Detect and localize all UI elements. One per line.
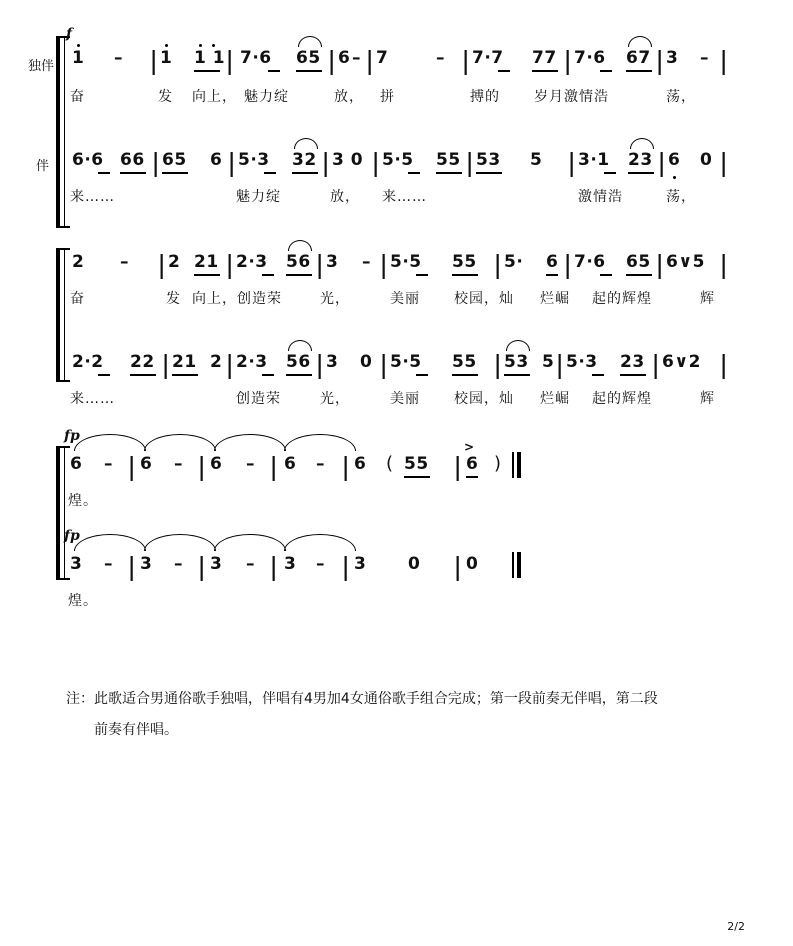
barline: | bbox=[226, 249, 234, 279]
underline bbox=[286, 274, 312, 276]
dash: – bbox=[174, 454, 183, 474]
note: 3 bbox=[140, 554, 153, 574]
barline: | bbox=[128, 451, 136, 481]
barline: | bbox=[198, 451, 206, 481]
lyric: 烂崛 bbox=[540, 291, 570, 307]
dash: – bbox=[246, 554, 255, 574]
note: 6∨5 bbox=[666, 252, 705, 272]
tie-arc bbox=[214, 434, 286, 451]
note: 3 bbox=[326, 252, 339, 272]
note-line-1: 注：此歌适合男通俗歌手独唱，伴唱有4男加4女通俗歌手组合完成；第一段前奏无伴唱，第二段 bbox=[66, 691, 658, 707]
lyric: 来…… bbox=[70, 391, 115, 407]
barline: | bbox=[462, 45, 470, 75]
lyric: 辉 bbox=[700, 291, 715, 307]
dash: – bbox=[352, 48, 361, 68]
note: 1 1 bbox=[194, 48, 226, 68]
barline: | bbox=[494, 249, 502, 279]
lyric: 校园，灿 bbox=[454, 391, 514, 407]
underline bbox=[292, 172, 318, 174]
lyric: 美丽 bbox=[390, 291, 420, 307]
system-bracket bbox=[56, 36, 70, 228]
note: 2 bbox=[210, 352, 223, 372]
dynamic-mark: fp bbox=[64, 428, 80, 444]
note: 67 bbox=[626, 48, 651, 68]
note: 7·6 bbox=[574, 48, 606, 68]
note: 0 bbox=[408, 554, 421, 574]
note: 55 bbox=[452, 352, 477, 372]
underline bbox=[436, 172, 462, 174]
underline bbox=[404, 476, 430, 478]
barline: | bbox=[380, 249, 388, 279]
lyric: 魅力绽 bbox=[244, 89, 289, 105]
barline: | bbox=[454, 451, 462, 481]
note: 6 bbox=[466, 454, 479, 474]
note: 2·2 bbox=[72, 352, 104, 372]
barline: | bbox=[564, 249, 572, 279]
dash: – bbox=[316, 454, 325, 474]
underline bbox=[604, 172, 616, 174]
note: 77 bbox=[532, 48, 557, 68]
lyric: 烂崛 bbox=[540, 391, 570, 407]
note: 3 bbox=[210, 554, 223, 574]
barline: | bbox=[128, 551, 136, 581]
barline: | bbox=[380, 349, 388, 379]
barline: | bbox=[342, 551, 350, 581]
note: 5 bbox=[530, 150, 543, 170]
barline: | bbox=[494, 349, 502, 379]
note: 65 bbox=[162, 150, 187, 170]
tie-arc bbox=[284, 434, 356, 451]
tie-arc bbox=[294, 138, 318, 149]
lyric: 光， bbox=[320, 291, 350, 307]
lyric: 煌。 bbox=[68, 593, 98, 609]
note: 0 bbox=[360, 352, 373, 372]
barline: | bbox=[720, 147, 728, 177]
barline: | bbox=[466, 147, 474, 177]
lyric: 光， bbox=[320, 391, 350, 407]
tie-arc bbox=[288, 240, 312, 251]
note: 55 bbox=[436, 150, 461, 170]
note: 3 bbox=[666, 48, 679, 68]
underline bbox=[532, 70, 558, 72]
note: 6 bbox=[70, 454, 83, 474]
note: 6∨2 bbox=[662, 352, 701, 372]
octave-dot bbox=[199, 44, 202, 47]
note: 23 bbox=[620, 352, 645, 372]
note: 53 bbox=[504, 352, 529, 372]
dash: – bbox=[104, 454, 113, 474]
system-bracket bbox=[56, 248, 70, 382]
underline bbox=[600, 274, 612, 276]
underline bbox=[628, 172, 654, 174]
barline: | bbox=[198, 551, 206, 581]
underline bbox=[416, 274, 428, 276]
underline bbox=[262, 274, 274, 276]
barline: | bbox=[228, 147, 236, 177]
note: 55 bbox=[404, 454, 429, 474]
lyric: 创造荣 bbox=[236, 391, 281, 407]
barline: | bbox=[150, 45, 158, 75]
barline: | bbox=[366, 45, 374, 75]
note: 22 bbox=[130, 352, 155, 372]
final-barline-thin bbox=[512, 452, 514, 478]
performance-note bbox=[66, 684, 746, 746]
note: 55 bbox=[452, 252, 477, 272]
barline: | bbox=[328, 45, 336, 75]
note: 23 bbox=[628, 150, 653, 170]
note: 1 bbox=[72, 48, 85, 68]
note: 5· bbox=[504, 252, 524, 272]
note-line-2: 前奏有伴唱。 bbox=[94, 722, 178, 738]
barline: | bbox=[316, 249, 324, 279]
underline bbox=[262, 374, 274, 376]
note: 6 bbox=[284, 454, 297, 474]
note: 65 bbox=[296, 48, 321, 68]
barline: | bbox=[270, 451, 278, 481]
dash: – bbox=[120, 252, 129, 272]
barline: | bbox=[652, 349, 660, 379]
octave-dot bbox=[212, 44, 215, 47]
tie-arc bbox=[214, 534, 286, 551]
lyric: 校园，灿 bbox=[454, 291, 514, 307]
octave-dot bbox=[77, 44, 80, 47]
final-barline-thick bbox=[517, 552, 521, 578]
paren-close: ) bbox=[494, 453, 502, 474]
barline: | bbox=[564, 45, 572, 75]
page-number: 2/2 bbox=[727, 920, 745, 933]
dynamic-mark: f bbox=[66, 26, 73, 42]
part-label-chorus: 伴 bbox=[36, 159, 50, 174]
lyric: 起的辉煌 bbox=[592, 391, 652, 407]
underline bbox=[546, 274, 558, 276]
note: 5·5 bbox=[390, 252, 422, 272]
note: 56 bbox=[286, 352, 311, 372]
paren-open: ( bbox=[386, 453, 394, 474]
lyric: 魅力绽 bbox=[236, 189, 281, 205]
tie-arc bbox=[298, 36, 322, 47]
note: 2 bbox=[72, 252, 85, 272]
lyric: 发 bbox=[158, 89, 173, 105]
tie-arc bbox=[288, 340, 312, 351]
note: 6 bbox=[668, 150, 681, 170]
note: 5·5 bbox=[382, 150, 414, 170]
lyric: 辉 bbox=[700, 391, 715, 407]
note: 2 bbox=[168, 252, 181, 272]
lyric: 发 bbox=[166, 291, 181, 307]
barline: | bbox=[158, 249, 166, 279]
octave-dot bbox=[165, 44, 168, 47]
barline: | bbox=[226, 349, 234, 379]
tie-arc bbox=[506, 340, 530, 351]
barline: | bbox=[342, 451, 350, 481]
note: 3 bbox=[354, 554, 367, 574]
lyric: 岁月激情浩 bbox=[534, 89, 609, 105]
underline bbox=[416, 374, 428, 376]
barline: | bbox=[322, 147, 330, 177]
barline: | bbox=[720, 249, 728, 279]
underline bbox=[452, 274, 478, 276]
underline bbox=[600, 70, 612, 72]
underline bbox=[592, 374, 604, 376]
dash: – bbox=[316, 554, 325, 574]
dash: – bbox=[104, 554, 113, 574]
note: 7·7 bbox=[472, 48, 504, 68]
note: 5 bbox=[542, 352, 555, 372]
lyric: 奋 bbox=[70, 89, 85, 105]
underline bbox=[172, 374, 198, 376]
underline bbox=[626, 274, 652, 276]
note: 6 bbox=[140, 454, 153, 474]
note: 3 bbox=[326, 352, 339, 372]
note: 7·6 bbox=[240, 48, 272, 68]
underline bbox=[296, 70, 322, 72]
barline: | bbox=[656, 45, 664, 75]
barline: | bbox=[270, 551, 278, 581]
note: 21 bbox=[172, 352, 197, 372]
lyric: 向上，创造荣 bbox=[192, 291, 282, 307]
underline bbox=[162, 172, 188, 174]
note: 0 bbox=[466, 554, 479, 574]
underline bbox=[408, 172, 420, 174]
note: 6 bbox=[546, 252, 559, 272]
underline bbox=[120, 172, 146, 174]
system-bracket bbox=[56, 446, 70, 580]
accent-mark: > bbox=[464, 440, 475, 454]
barline: | bbox=[316, 349, 324, 379]
barline: | bbox=[720, 349, 728, 379]
part-label-solo: 独伴 bbox=[28, 59, 55, 74]
underline bbox=[466, 476, 478, 478]
final-barline-thick bbox=[517, 452, 521, 478]
underline bbox=[130, 374, 156, 376]
underline bbox=[194, 274, 220, 276]
lyric: 起的辉煌 bbox=[592, 291, 652, 307]
note: 7·6 bbox=[574, 252, 606, 272]
lyric: 搏的 bbox=[470, 89, 500, 105]
note: 5·3 bbox=[238, 150, 270, 170]
lyric: 美丽 bbox=[390, 391, 420, 407]
note: 2·3 bbox=[236, 352, 268, 372]
lyric: 荡， bbox=[666, 89, 696, 105]
dash: – bbox=[246, 454, 255, 474]
lyric: 煌。 bbox=[68, 493, 98, 509]
note: 6 bbox=[210, 150, 223, 170]
dash: – bbox=[114, 48, 123, 68]
barline: | bbox=[556, 349, 564, 379]
barline: | bbox=[226, 45, 234, 75]
lyric: 放， bbox=[330, 189, 360, 205]
note: 0 bbox=[700, 150, 713, 170]
dynamic-mark: fp bbox=[64, 528, 80, 544]
lyric: 拼 bbox=[380, 89, 395, 105]
underline bbox=[620, 374, 646, 376]
note: 65 bbox=[626, 252, 651, 272]
note: 66 bbox=[120, 150, 145, 170]
octave-dot-below bbox=[673, 176, 676, 179]
barline: | bbox=[162, 349, 170, 379]
dash: – bbox=[436, 48, 445, 68]
barline: | bbox=[720, 45, 728, 75]
underline bbox=[476, 172, 502, 174]
underline bbox=[626, 70, 652, 72]
note: 32 bbox=[292, 150, 317, 170]
underline bbox=[452, 374, 478, 376]
underline bbox=[98, 172, 110, 174]
note: 21 bbox=[194, 252, 219, 272]
tie-arc bbox=[144, 534, 216, 551]
underline bbox=[286, 374, 312, 376]
note: 7 bbox=[376, 48, 389, 68]
note: 1 bbox=[160, 48, 173, 68]
underline bbox=[498, 70, 510, 72]
underline bbox=[194, 70, 220, 72]
tie-arc bbox=[628, 36, 652, 47]
note: 3·1 bbox=[578, 150, 610, 170]
underline bbox=[264, 172, 276, 174]
tie-arc bbox=[144, 434, 216, 451]
note: 6 bbox=[338, 48, 351, 68]
note: 56 bbox=[286, 252, 311, 272]
lyric: 向上， bbox=[192, 89, 237, 105]
barline: | bbox=[152, 147, 160, 177]
barline: | bbox=[656, 249, 664, 279]
note: 5·3 bbox=[566, 352, 598, 372]
lyric: 来…… bbox=[70, 189, 115, 205]
lyric: 激情浩 bbox=[578, 189, 623, 205]
note: 3 0 bbox=[332, 150, 364, 170]
note: 53 bbox=[476, 150, 501, 170]
note: 6 bbox=[210, 454, 223, 474]
barline: | bbox=[658, 147, 666, 177]
tie-arc bbox=[284, 534, 356, 551]
lyric: 放， bbox=[334, 89, 364, 105]
final-barline-thin bbox=[512, 552, 514, 578]
lyric: 来…… bbox=[382, 189, 427, 205]
note: 3 bbox=[284, 554, 297, 574]
lyric: 荡， bbox=[666, 189, 696, 205]
dash: – bbox=[362, 252, 371, 272]
barline: | bbox=[568, 147, 576, 177]
tie-arc bbox=[74, 534, 146, 551]
barline: | bbox=[372, 147, 380, 177]
tie-arc bbox=[74, 434, 146, 451]
dash: – bbox=[700, 48, 709, 68]
underline bbox=[98, 374, 110, 376]
underline bbox=[268, 70, 280, 72]
underline bbox=[504, 374, 530, 376]
note: 5·5 bbox=[390, 352, 422, 372]
dash: – bbox=[174, 554, 183, 574]
barline: | bbox=[454, 551, 462, 581]
note: 6·6 bbox=[72, 150, 104, 170]
tie-arc bbox=[630, 138, 654, 149]
note: 3 bbox=[70, 554, 83, 574]
note: 2·3 bbox=[236, 252, 268, 272]
lyric: 奋 bbox=[70, 291, 85, 307]
note: 6 bbox=[354, 454, 367, 474]
